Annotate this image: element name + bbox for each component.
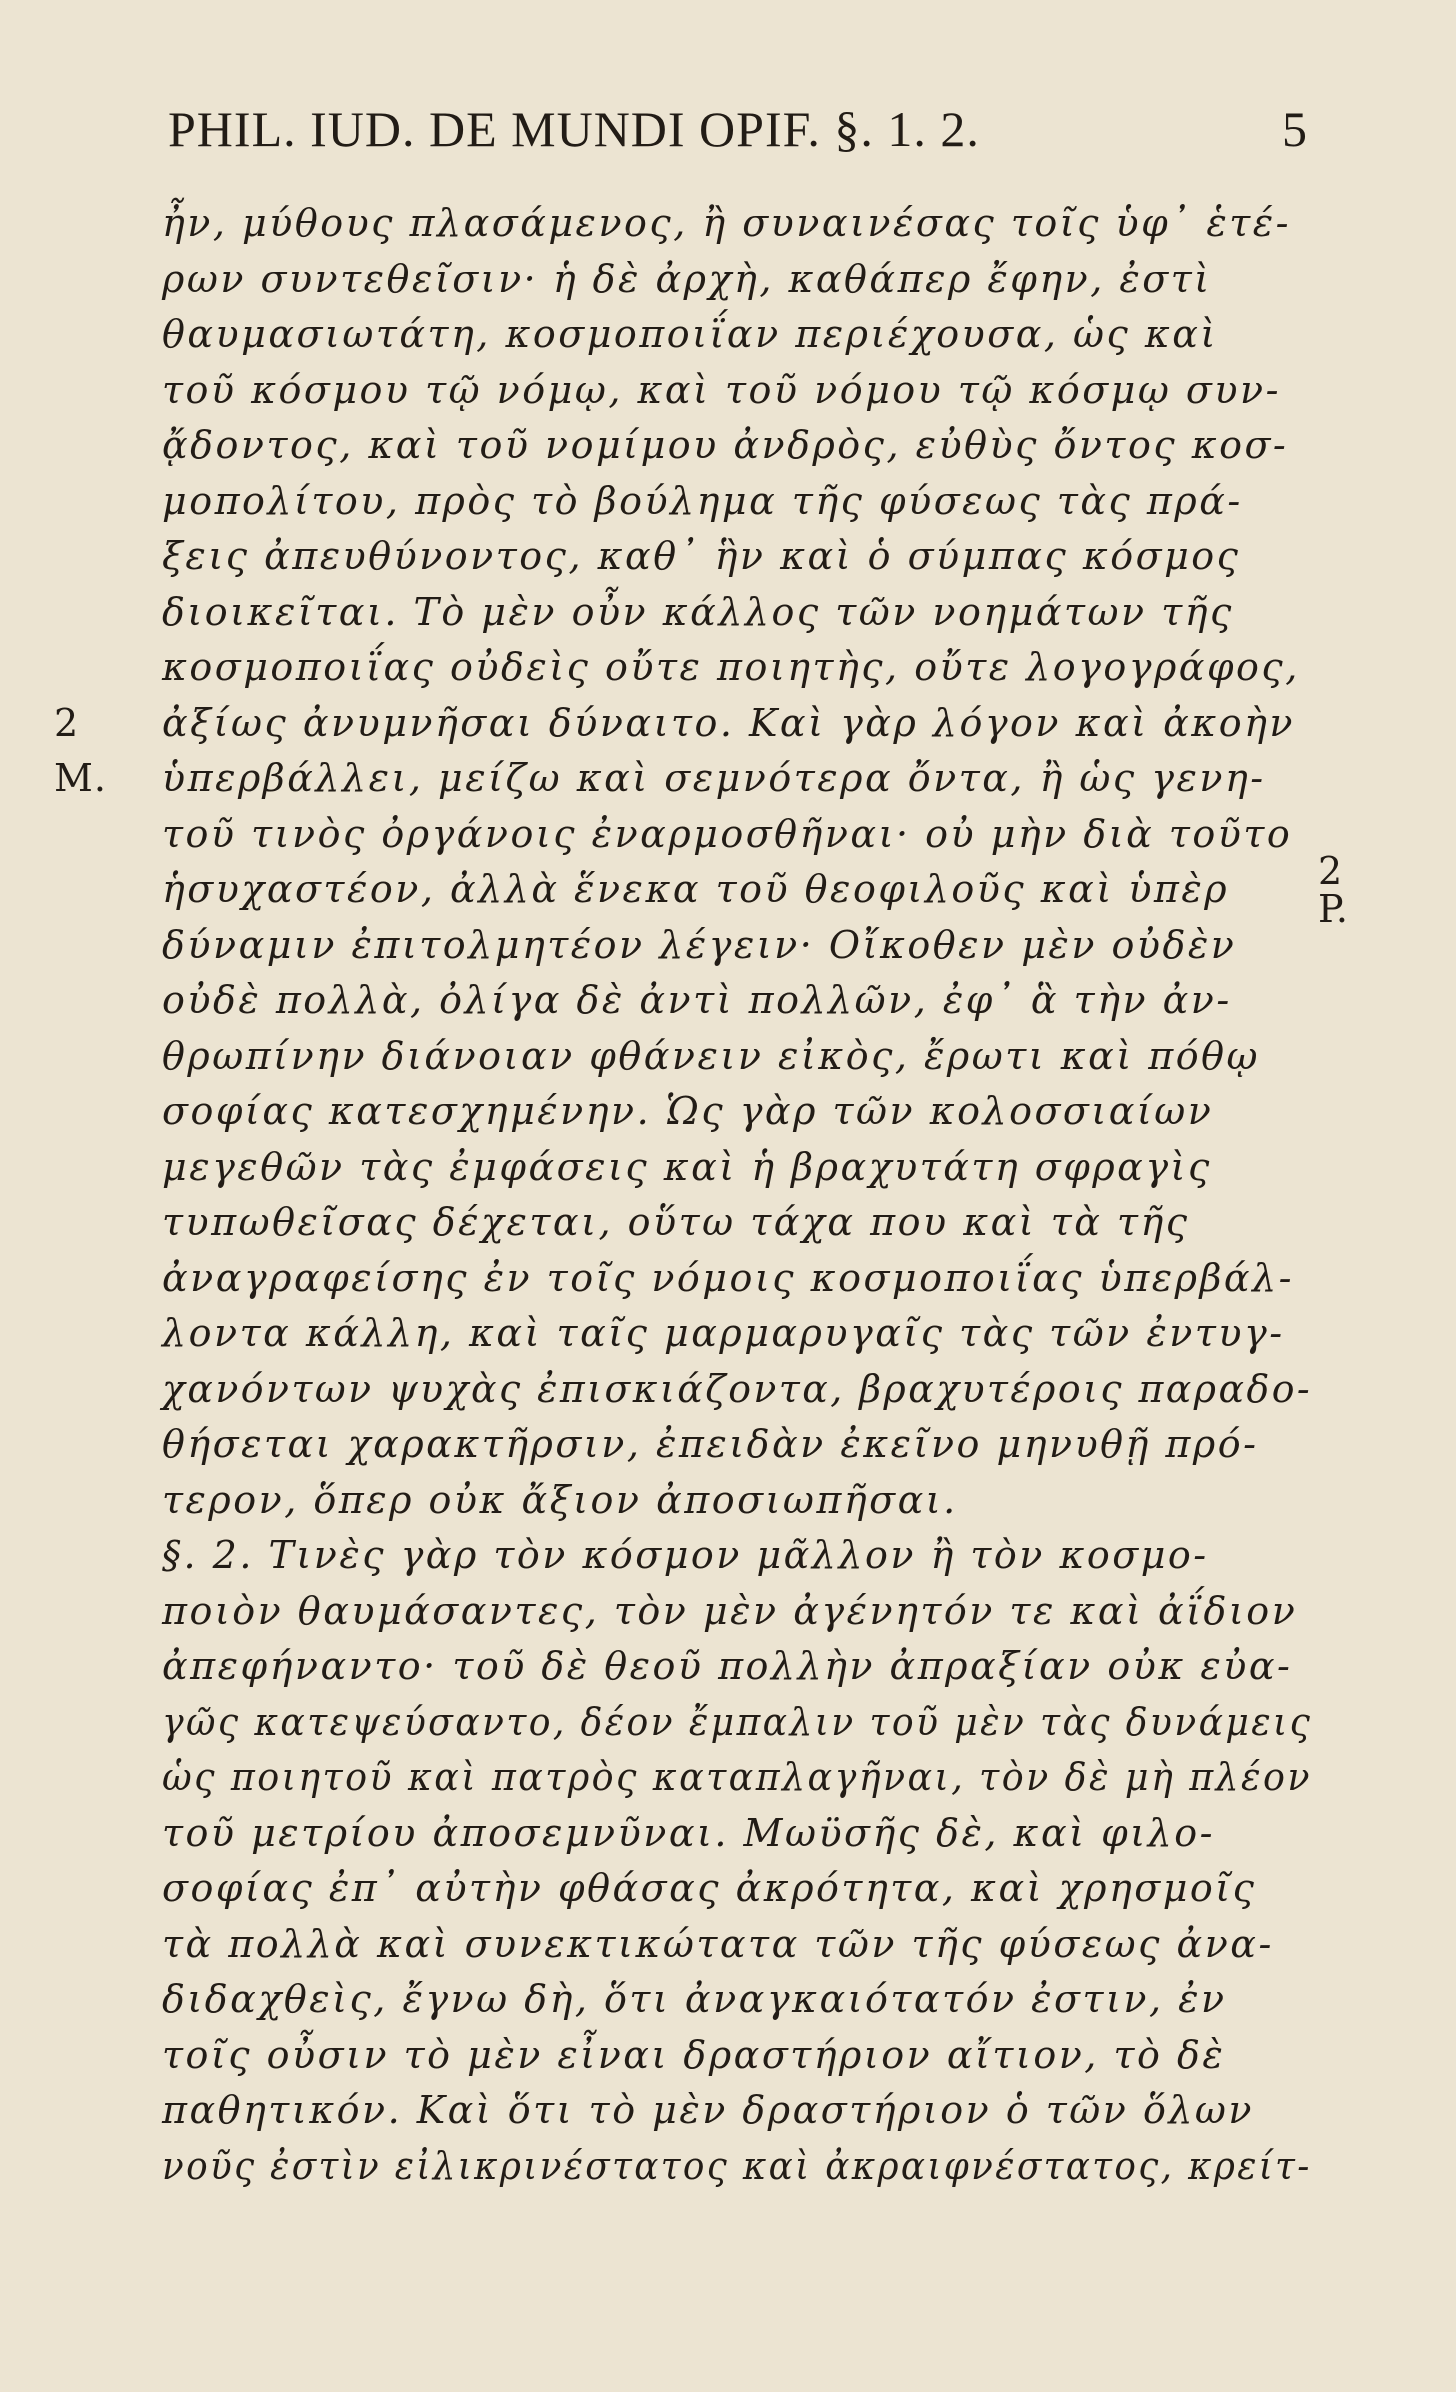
text-line [62, 918, 1402, 974]
line-text: ὑπερβάλλει, μείζω καὶ σεμνότερα ὄντα, ἢ ὡς γενη- [162, 756, 1266, 800]
line-text: ὡς ποιητοῦ καὶ πατρὸς καταπλαγῆναι, τὸν δὲ μὴ πλέον [162, 1755, 1312, 1799]
text-line [62, 474, 1402, 530]
line-text: σοφίας ἐπ᾽ αὐτὴν φθάσας ἀκρότητα, καὶ χρησμοῖς [162, 1866, 1257, 1910]
text-line [62, 849, 1402, 931]
line-text: ἀξίως ἀνυμνῆσαι δύναιτο. Καὶ γὰρ λόγον καὶ ἀκοὴν [162, 700, 1295, 745]
line-text: §. 2. Τινὲς γὰρ τὸν κόσμον μᾶλλον ἢ τὸν κοσμο- [162, 1533, 1209, 1577]
line-text: νοῦς ἐστὶν εἰλικρινέστατος καὶ ἀκραιφνέστατος, κρείτ- [162, 2143, 1312, 2188]
text-line [54, 751, 1402, 807]
line-text: ρων συντεθεῖσιν· ἡ δὲ ἀρχὴ, καθάπερ ἔφην, ἐστὶ [162, 256, 1212, 301]
text-line [62, 529, 1402, 585]
line-text: οὐδὲ πολλὰ, ὀλίγα δὲ ἀντὶ πολλῶν, ἐφ᾽ ἃ τὴν ἀν- [162, 978, 1232, 1022]
line-text: θρωπίνην διάνοιαν φθάνειν εἰκὸς, ἔρωτι καὶ πόθῳ [162, 1033, 1261, 1078]
text-line [62, 2139, 1402, 2195]
line-text: δύναμιν ἐπιτολμητέον λέγειν· Οἴκοθεν μὲν οὐδὲν [162, 922, 1237, 967]
line-text: θήσεται χαρακτῆρσιν, ἐπειδὰν ἐκεῖνο μηνυθῇ πρό- [162, 1422, 1259, 1466]
line-text: τοῖς οὖσιν τὸ μὲν εἶναι δραστήριον αἴτιον, τὸ δὲ [162, 2032, 1226, 2077]
margin-note-left: M. [54, 756, 107, 800]
line-text: τοῦ κόσμου τῷ νόμῳ, καὶ τοῦ νόμου τῷ κόσμῳ συν- [162, 367, 1281, 412]
line-text: τυπωθεῖσας δέχεται, οὕτω τάχα που καὶ τὰ τῆς [162, 1200, 1190, 1244]
line-text: διοικεῖται. Τὸ μὲν οὖν κάλλος τῶν νοημάτων τῆς [162, 589, 1234, 634]
page-number: 5 [1282, 101, 1308, 157]
line-text: ἦν, μύθους πλασάμενος, ἢ συναινέσας τοῖς ὑφ᾽ ἑτέ- [162, 201, 1291, 245]
line-text: τὰ πολλὰ καὶ συνεκτικώτατα τῶν τῆς φύσεως ἀνα- [162, 1921, 1274, 1966]
margin-note-right-part: 2 [1318, 849, 1343, 893]
text-line [62, 973, 1402, 1029]
text-line [62, 1750, 1402, 1806]
text-line [62, 807, 1402, 863]
header-title: PHIL. IUD. DE MUNDI OPIF. §. 1. 2. [168, 101, 980, 157]
text-line [62, 1584, 1402, 1640]
line-text: τοῦ τινὸς ὀργάνοις ἐναρμοσθῆναι· οὐ μὴν διὰ τοῦτο [162, 811, 1293, 856]
line-text: παθητικόν. Καὶ ὅτι τὸ μὲν δραστήριον ὁ τῶν ὅλων [162, 2088, 1255, 2132]
line-text: τερον, ὅπερ οὐκ ἄξιον ἀποσιωπῆσαι. [162, 1477, 958, 1522]
text-line [62, 640, 1402, 696]
line-text: τοῦ μετρίου ἀποσεμνῦναι. Μωϋσῆς δὲ, καὶ φιλο- [162, 1810, 1215, 1855]
line-text: μοπολίτου, πρὸς τὸ βούλημα τῆς φύσεως τὰς πρά- [162, 478, 1243, 523]
text-line [62, 418, 1402, 474]
line-text: θαυμασιωτάτη, κοσμοποιΐαν περιέχουσα, ὡς καὶ [162, 312, 1218, 356]
text-line [62, 2028, 1402, 2084]
line-text: ἀναγραφείσης ἐν τοῖς νόμοις κοσμοποιΐας ὑπερβάλ- [162, 1255, 1294, 1300]
text-line [62, 1195, 1402, 1251]
text-line [62, 1417, 1402, 1473]
line-text: ξεις ἀπευθύνοντος, καθ᾽ ἣν καὶ ὁ σύμπας κόσμος [162, 534, 1241, 578]
line-text: λοντα κάλλη, καὶ ταῖς μαρμαρυγαῖς τὰς τῶν ἐντυγ- [162, 1311, 1285, 1355]
line-text: ᾄδοντος, καὶ τοῦ νομίμου ἀνδρὸς, εὐθὺς ὄντος κοσ- [162, 423, 1289, 467]
text-line [62, 252, 1402, 308]
text-line [62, 585, 1402, 641]
margin-note-right-part: P. [1318, 887, 1348, 931]
text-line [62, 1306, 1402, 1362]
margin-note-left: 2 [54, 700, 80, 745]
line-text: γῶς κατεψεύσαντο, δέον ἔμπαλιν τοῦ μὲν τὰς δυνάμεις [162, 1699, 1313, 1744]
text-line [54, 696, 1402, 752]
line-text: ἡσυχαστέον, ἀλλὰ ἕνεκα τοῦ θεοφιλοῦς καὶ ὑπὲρ [162, 867, 1230, 911]
text-line [62, 1639, 1402, 1695]
text-line [62, 1972, 1402, 2028]
text-line [62, 363, 1402, 419]
text-line [62, 1084, 1402, 1140]
line-text: ἀπεφήναντο· τοῦ δὲ θεοῦ πολλὴν ἀπραξίαν οὐκ εὐα- [162, 1644, 1293, 1688]
text-line [62, 1029, 1402, 1085]
line-text: σοφίας κατεσχημένην. Ὡς γὰρ τῶν κολοσσιαίων [162, 1089, 1214, 1133]
text-line [62, 1362, 1402, 1418]
text-line [62, 2083, 1402, 2139]
text-line [62, 1917, 1402, 1973]
greek-text-body [54, 196, 1402, 2194]
line-text: κοσμοποιΐας οὐδεὶς οὔτε ποιητὴς, οὔτε λογογράφος, [162, 645, 1300, 689]
text-line [62, 307, 1402, 363]
running-header [168, 100, 1308, 170]
text-line [62, 1140, 1402, 1196]
line-text: διδαχθεὶς, ἔγνω δὴ, ὅτι ἀναγκαιότατόν ἐστιν, ἐν [162, 1977, 1227, 2021]
line-text: μεγεθῶν τὰς ἐμφάσεις καὶ ἡ βραχυτάτη σφραγὶς [162, 1144, 1212, 1189]
text-line [62, 1695, 1402, 1751]
text-line [62, 1806, 1402, 1862]
line-text: χανόντων ψυχὰς ἐπισκιάζοντα, βραχυτέροις παραδο- [162, 1366, 1313, 1411]
text-line [62, 1251, 1402, 1307]
line-text: ποιὸν θαυμάσαντες, τὸν μὲν ἀγένητόν τε καὶ ἀΐδιον [162, 1588, 1298, 1633]
text-line [62, 1473, 1402, 1529]
text-line [62, 196, 1402, 252]
text-line [62, 1528, 1402, 1584]
text-line [62, 1861, 1402, 1917]
